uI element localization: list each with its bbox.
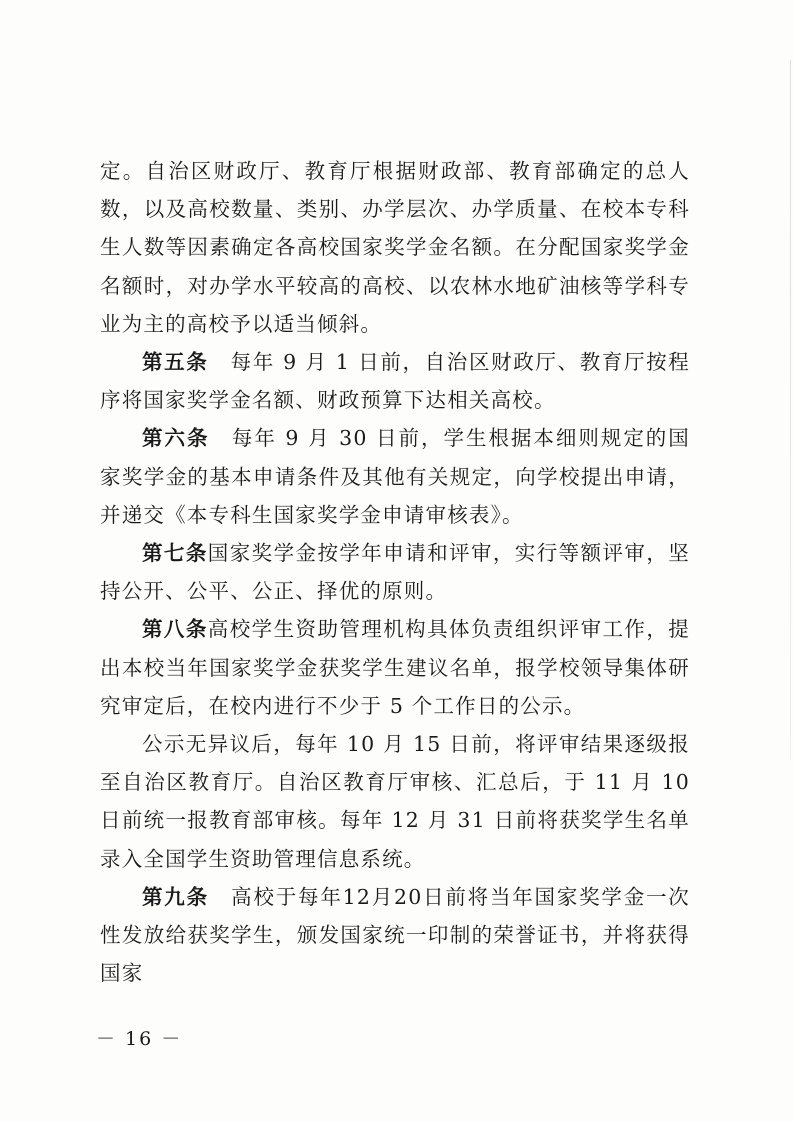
scan-edge-line [790,60,791,760]
article-heading: 第八条 [142,617,208,642]
paragraph-text: 定。自治区财政厅、教育厅根据财政部、教育部确定的总人数，以及高校数量、类别、办学层次、办学质量、在校本专科生人数等因素确定各高校国家奖学金名额。在分配国家奖学金名额时，对办学水平较高的高校、以农林水地矿油核等学科专业为主的高校予以适当倾斜。 [100,159,690,336]
paragraph-article-7 [100,534,690,610]
paragraph-text: 公示无异议后，每年 10 月 15 日前，将评审结果逐级报至自治区教育厅。自治区教育厅审核、汇总后，于 11 月 10 日前统一报教育部审核。每年 12 月 31 日前将获奖学生名单录入全国学生资助管理信息系统。 [100,732,690,871]
article-heading: 第六条 [142,426,210,451]
article-heading: 第九条 [142,884,209,909]
paragraph-article-6 [100,419,690,534]
article-heading: 第五条 [142,350,209,375]
paragraph-article-5 [100,343,690,419]
paragraph-text: 国家奖学金按学年申请和评审，实行等额评审，坚持公开、公平、公正、择优的原则。 [100,541,690,604]
paragraph-publicity [100,725,690,878]
paragraph-article-9 [100,878,690,993]
paragraph-text: 每年 9 月 30 日前，学生根据本细则规定的国家奖学金的基本申请条件及其他有关规定，向学校提出申请，并递交《本专科生国家奖学金申请审核表》。 [100,426,690,527]
paragraph-article-8 [100,610,690,725]
paragraph-continuation [100,152,690,343]
paragraph-text: 高校于每年12月20日前将当年国家奖学金一次性发放给获奖学生，颁发国家统一印制的荣誉证书，并将获得国家 [100,884,690,986]
paragraph-text: 高校学生资助管理机构具体负责组织评审工作，提出本校当年国家奖学金获奖学生建议名单，报学校领导集体研究审定后，在校内进行不少于 5 个工作日的公示。 [100,617,690,718]
article-heading: 第七条 [142,541,208,566]
page-number: － 16 － [96,1028,183,1050]
paragraph-text: 每年 9 月 1 日前，自治区财政厅、教育厅按程序将国家奖学金名额、财政预算下达相关高校。 [100,350,690,413]
document-body [100,152,690,992]
